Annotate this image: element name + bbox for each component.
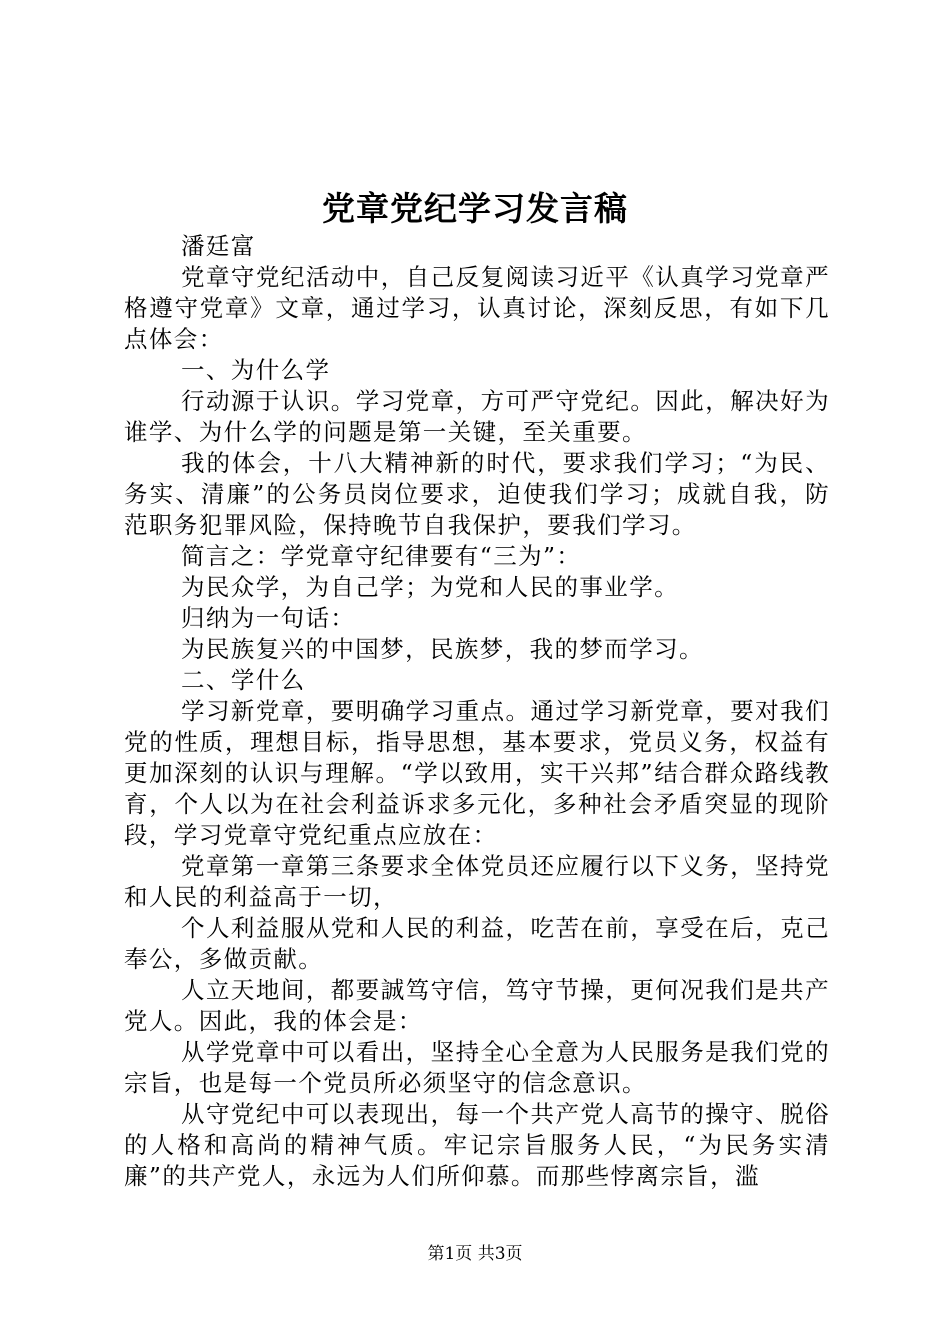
document-body	[124, 231, 830, 1192]
paragraph: 我的体会，十八大精神新的时代，要求我们学习；“为民、务实、清廉”的公务员岗位要求，迫使我们学习；成就自我，防范职务犯罪风险，保持晚节自我保护，要我们学习。	[124, 449, 830, 539]
author-line: 潘廷富	[181, 232, 256, 260]
paragraph: 行动源于认识。学习党章，方可严守党纪。因此，解决好为谁学、为什么学的问题是第一关键，至关重要。	[124, 387, 830, 446]
document-title: 党章党纪学习发言稿	[322, 189, 628, 228]
paragraph: 人立天地间，都要誠笃守信，笃守节操，更何况我们是共产党人。因此，我的体会是：	[124, 976, 830, 1035]
section-heading: 二、学什么	[181, 666, 306, 694]
paragraph: 归纳为一句话：	[181, 604, 356, 632]
paragraph: 党章守党纪活动中，自己反复阅读习近平《认真学习党章严格遵守党章》文章，通过学习，认真讨论，深刻反思，有如下几点体会：	[124, 263, 830, 353]
paragraph: 为民众学，为自己学；为党和人民的事业学。	[181, 573, 679, 601]
paragraph: 学习新党章，要明确学习重点。通过学习新党章，要对我们党的性质，理想目标，指导思想，基本要求，党员义务，权益有更加深刻的认识与理解。“学以致用，实干兴邦”结合群众路线教育，个人以为在社会利益诉求多元化，多种社会矛盾突显的现阶段，学习党章守党纪重点应放在：	[124, 697, 830, 849]
paragraph: 从守党纪中可以表现出，每一个共产党人高节的操守、脱俗的人格和高尚的精神气质。牢记宗旨服务人民，“为民务实清廉”的共产党人，永远为人们所仰慕。而那些悖离宗旨，滥	[124, 1100, 830, 1190]
page-footer: 第1页 共3页	[427, 1244, 523, 1264]
paragraph: 为民族复兴的中国梦，民族梦，我的梦而学习。	[181, 635, 704, 663]
paragraph: 个人利益服从党和人民的利益，吃苦在前，享受在后，克己奉公，多做贡献。	[124, 914, 830, 973]
paragraph: 从学党章中可以看出，坚持全心全意为人民服务是我们党的宗旨，也是每一个党员所必须坚守的信念意识。	[124, 1038, 830, 1097]
paragraph: 党章第一章第三条要求全体党员还应履行以下义务，坚持党和人民的利益高于一切，	[124, 852, 830, 911]
section-heading: 一、为什么学	[181, 356, 331, 384]
paragraph: 简言之：学党章守纪律要有“三为”：	[181, 542, 582, 570]
